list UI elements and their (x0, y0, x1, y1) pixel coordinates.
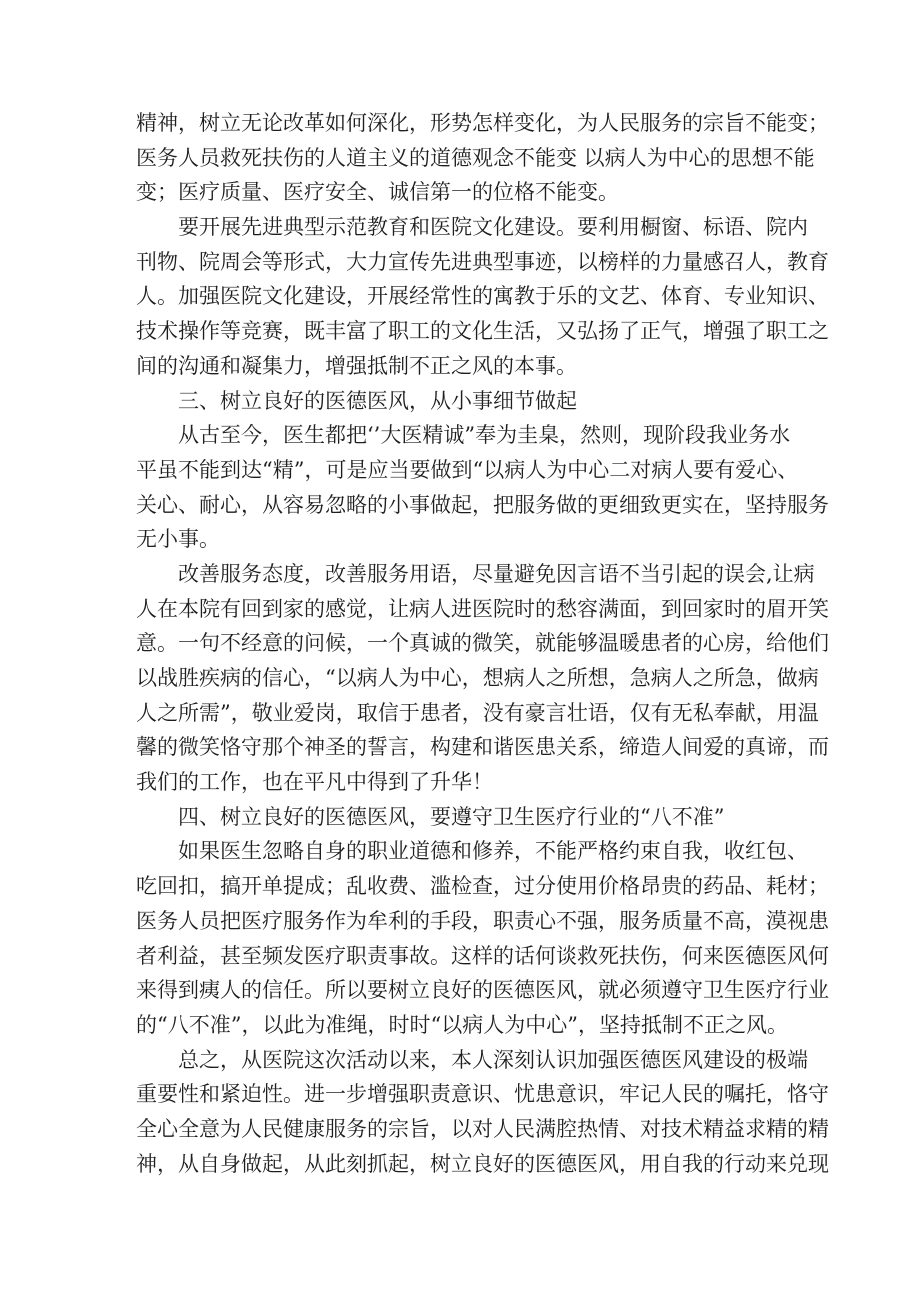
paragraph-first-line: 如果医生忽略自身的职业道德和修养，不能严格约束自我，收红包、 (178, 839, 808, 864)
paragraph-first-line: 改善服务态度，改善服务用语，尽量避免因言语不当引起的误会,让病 (178, 561, 815, 586)
text-line: 关心、耐心，从容易忽略的小事做起，把服务做的更细致更实在，坚持服务 (136, 492, 829, 517)
text-line: 重要性和紧迫性。进一步增强职责意识、忧患意识，牢记人民的嘱托，恪守 (136, 1082, 829, 1107)
document-body (136, 106, 829, 1181)
text-line: 人之所需”，敬业爱岗，取信于患者，没有豪言壮语，仅有无私奉献，用温 (136, 700, 819, 725)
text-line: 医务人员把医疗服务作为牟利的手段，职责心不强，服务质量不高，漠视患 (136, 908, 829, 933)
text-line: 全心全意为人民健康服务的宗旨，以对人民满腔热情、对技术精益求精的精 (136, 1116, 829, 1141)
text-line: 者利益，甚至频发医疗职责事故。这样的话何谈救死扶伤，何来医德医风何 (136, 943, 829, 968)
text-line: 来得到痍人的信任。所以要树立良好的医德医风，就必须遵守卫生医疗行业 (136, 978, 829, 1003)
section-heading: 三、树立良好的医德医风，从小事细节做起 (178, 388, 577, 413)
text-line: 平虽不能到达“精”，可是应当要做到“以病人为中心二对病人要有爱心、 (136, 457, 799, 482)
paragraph-first-line: 要开展先进典型示范教育和医院文化建设。要利用橱窗、标语、院内 (178, 215, 808, 240)
paragraph-first-line: 从古至今，医生都把‘’大医精诚”奉为圭臬，然则，现阶段我业务水 (178, 423, 791, 448)
text-line: 医务人员救死扶伤的人道主义的道德观念不能变 以病人为中心的思想不能 (136, 145, 815, 170)
text-line: 技术操作等竞赛，既丰富了职工的文化生活，又弘扬了正气，增强了职工之 (136, 319, 829, 344)
text-line: 精神，树立无论改革如何深化，形势怎样变化，为人民服务的宗旨不能变； (136, 111, 829, 135)
text-line: 神，从自身做起，从此刻抓起，树立良好的医德医风，用自我的行动来兑现 (136, 1151, 829, 1176)
text-line: 的“八不准”，以此为准绳，时时“以病人为中心”，坚持抵制不正之风。 (136, 1012, 788, 1037)
paragraph-first-line: 总之，从医院这次活动以来，本人深刻认识加强医德医风建设的极端 (178, 1047, 808, 1072)
text-line: 无小事。 (136, 527, 220, 552)
text-line: 人在本院有回到家的感觉，让病人进医院时的愁容满面，到回家时的眉开笑 (136, 596, 829, 621)
text-line: 馨的微笑恪守那个神圣的誓言，构建和谐医患关系，缔造人间爱的真谛，而 (136, 735, 829, 760)
section-heading: 四、树立良好的医德医风，要遵守卫生医疗行业的“八不准” (178, 804, 725, 829)
text-line: 吃回扣，搞开单提成；乱收费、滥检查，过分使用价格昂贵的药品、耗材； (136, 874, 829, 899)
text-line: 我们的工作，也在平凡中得到了升华！ (136, 770, 493, 795)
text-line: 意。一句不经意的问候，一个真诚的微笑，就能够温暖患者的心房，给他们 (136, 631, 829, 656)
text-line: 变；医疗质量、医疗安全、诚信第一的位格不能变。 (136, 180, 619, 205)
text-line: 以战胜疾病的信心，“以病人为中心，想病人之所想，急病人之所急，做病 (136, 666, 819, 690)
text-line: 刊物、院周会等形式，大力宣传先进典型事迹，以榜样的力量感召人，教育 (136, 249, 829, 274)
text-line: 人。加强医院文化建设，开展经常性的寓教于乐的文艺、体育、专业知识、 (136, 284, 829, 309)
text-line: 间的沟通和凝集力，增强抵制不正之风的本事。 (136, 353, 577, 378)
